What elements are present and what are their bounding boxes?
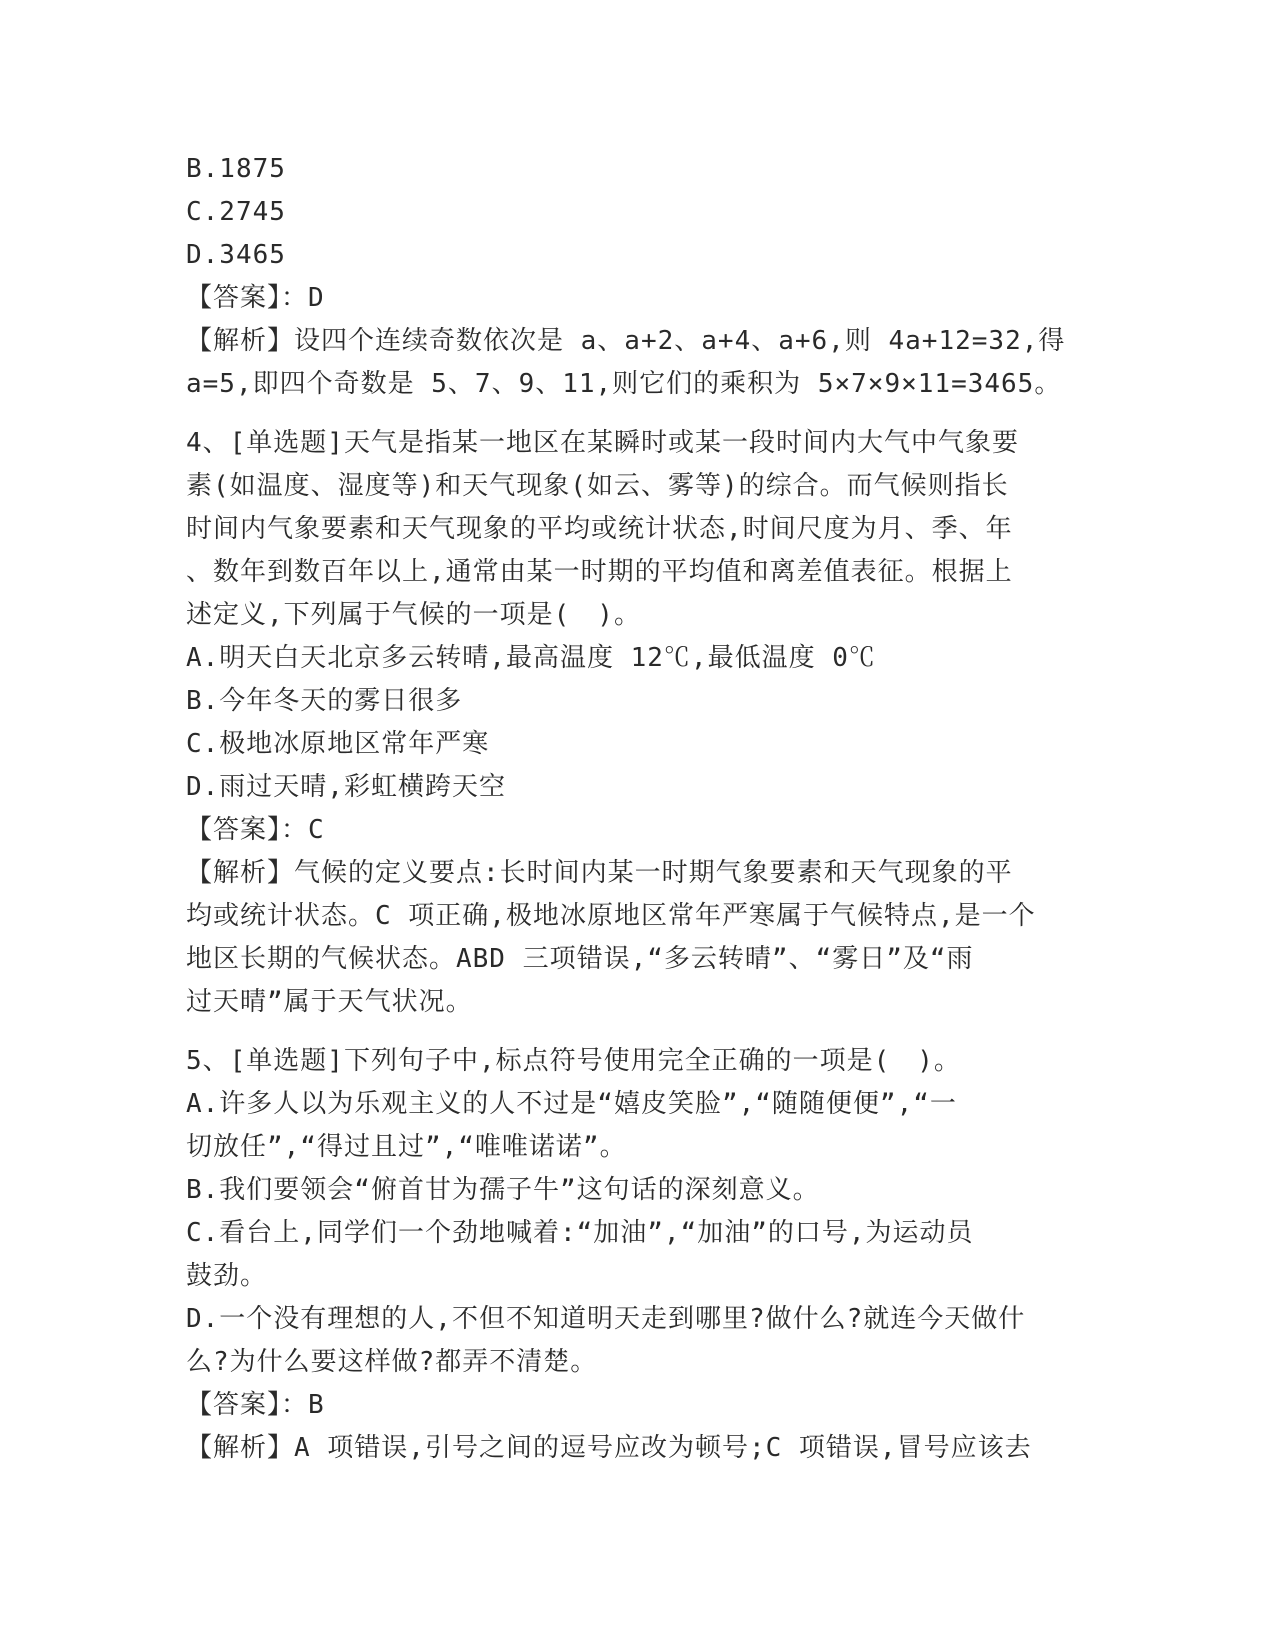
option-a: A.许多人以为乐观主义的人不过是“嬉皮笑脸”,“随随便便”,“一 (186, 1089, 957, 1119)
option-c-cont: 鼓劲。 (186, 1261, 268, 1291)
question-stem-line: 时间内气象要素和天气现象的平均或统计状态,时间尺度为月、季、年 (186, 514, 1013, 544)
question-stem-line: 素(如温度、湿度等)和天气现象(如云、雾等)的综合。而气候则指长 (186, 471, 1009, 501)
question-stem-line: 4、[单选题]天气是指某一地区在某瞬时或某一段时间内大气中气象要 (186, 428, 1019, 458)
option-b: B.1875 (186, 154, 286, 184)
analysis-line: a=5,即四个奇数是 5、7、9、11,则它们的乘积为 5×7×9×11=3465。 (186, 369, 1062, 399)
analysis-line: 【解析】设四个连续奇数依次是 a、a+2、a+4、a+6,则 4a+12=32,得 (186, 326, 1066, 356)
option-c: C.极地冰原地区常年严寒 (186, 729, 490, 759)
question-5 (186, 1040, 1091, 1470)
option-b: B.我们要领会“俯首甘为孺子牛”这句话的深刻意义。 (186, 1175, 820, 1205)
option-c: C.2745 (186, 197, 286, 227)
answer-line: 【答案】：B (186, 1390, 325, 1420)
answer-line: 【答案】：C (186, 815, 325, 845)
analysis-line: 过天晴”属于天气状况。 (186, 987, 473, 1017)
analysis-line: 地区长期的气候状态。ABD 三项错误,“多云转晴”、“雾日”及“雨 (186, 944, 974, 974)
option-b: B.今年冬天的雾日很多 (186, 686, 463, 716)
question-3-tail (186, 148, 1091, 406)
option-d: D.一个没有理想的人,不但不知道明天走到哪里?做什么?就连今天做什 (186, 1304, 1026, 1334)
option-d: D.3465 (186, 240, 286, 270)
question-stem-line: 述定义,下列属于气候的一项是( )。 (186, 600, 641, 630)
question-4 (186, 422, 1091, 1024)
option-d-cont: 么?为什么要这样做?都弄不清楚。 (186, 1347, 598, 1377)
analysis-line: 【解析】气候的定义要点:长时间内某一时期气象要素和天气现象的平 (186, 858, 1013, 888)
document-page (186, 148, 1091, 1470)
option-c: C.看台上,同学们一个劲地喊着:“加油”,“加油”的口号,为运动员 (186, 1218, 974, 1248)
option-d: D.雨过天晴,彩虹横跨天空 (186, 772, 506, 802)
question-stem-line: 、数年到数百年以上,通常由某一时期的平均值和离差值表征。根据上 (186, 557, 1013, 587)
option-a: A.明天白天北京多云转晴,最高温度 12℃,最低温度 0℃ (186, 643, 876, 673)
option-a-cont: 切放任”,“得过且过”,“唯唯诺诺”。 (186, 1132, 627, 1162)
question-stem-line: 5、[单选题]下列句子中,标点符号使用完全正确的一项是( )。 (186, 1046, 961, 1076)
analysis-line: 【解析】A 项错误,引号之间的逗号应改为顿号;C 项错误,冒号应该去 (186, 1433, 1032, 1463)
analysis-line: 均或统计状态。C 项正确,极地冰原地区常年严寒属于气候特点,是一个 (186, 901, 1036, 931)
answer-line: 【答案】：D (186, 283, 325, 313)
